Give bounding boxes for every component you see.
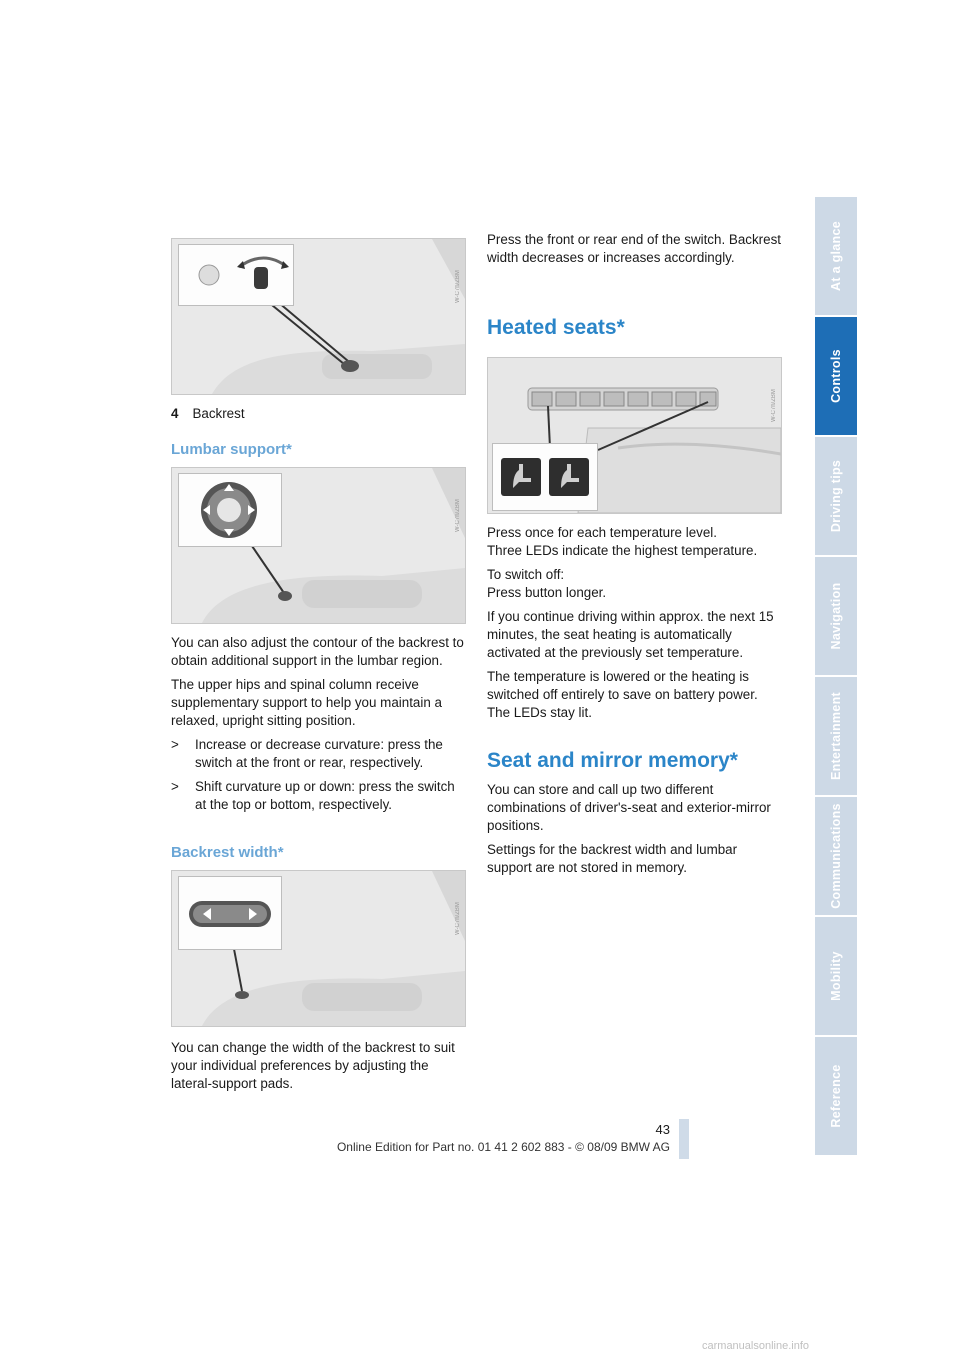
- width-switch-icon: [179, 877, 281, 949]
- heated-paragraph-1b: Three LEDs indicate the highest temperature.: [487, 543, 758, 558]
- watermark: carmanualsonline.info: [702, 1340, 810, 1352]
- heated-seats-figure: [487, 357, 782, 514]
- backrest-width-paragraph-2: Press the front or rear end of the switch. Backrest width decreases or increases accordingly.: [487, 232, 781, 265]
- heated-paragraph-3: If you continue driving within approx. the next 15 minutes, the seat heating is automatically activated at the previously set temperature.: [487, 609, 774, 660]
- backrest-figure: [171, 238, 466, 395]
- width-switch-inset: [178, 876, 282, 950]
- page-number: 43: [655, 1122, 670, 1137]
- footer-text: Online Edition for Part no. 01 41 2 602 883 - © 08/09 BMW AG: [336, 1140, 670, 1154]
- lumbar-heading: Lumbar support*: [171, 441, 292, 458]
- backrest-switch-inset: [178, 244, 294, 306]
- lumbar-switch-icon: [179, 474, 281, 546]
- heated-paragraph-2b: Press button longer.: [487, 585, 607, 600]
- list-item: > Increase or decrease curvature: press the switch at the front or rear, respectively.: [171, 737, 443, 770]
- backrest-width-text-1: [171, 1039, 467, 1099]
- backrest-width-text-2: [487, 231, 783, 273]
- heated-paragraph-2a: To switch off:: [487, 567, 565, 582]
- backrest-width-paragraph-1: You can change the width of the backrest to suit your individual preferences by adjusting the lateral-support pads.: [171, 1040, 455, 1091]
- chapter-tabs: [815, 197, 857, 1157]
- tab-controls[interactable]: Controls: [815, 317, 857, 435]
- figure-caption: [171, 405, 464, 423]
- figure-code: W-C7h/ZBM: [771, 389, 777, 422]
- lumbar-paragraph-2: The upper hips and spinal column receive supplementary support to help you maintain a relaxed, upright sitting position.: [171, 677, 442, 728]
- memory-paragraph-1: You can store and call up two different combinations of driver's-seat and exterior-mirror positions.: [487, 782, 771, 833]
- lumbar-figure: [171, 467, 466, 624]
- figure-code: W-C7h/ZBM: [455, 270, 461, 303]
- memory-heading: Seat and mirror memory*: [487, 749, 738, 772]
- heated-buttons-inset: [492, 443, 598, 511]
- caption-number: 4: [171, 406, 179, 421]
- heated-seats-text: [487, 524, 783, 728]
- tab-driving-tips[interactable]: Driving tips: [815, 437, 857, 555]
- heated-seats-heading: Heated seats*: [487, 316, 625, 339]
- tab-entertainment[interactable]: Entertainment: [815, 677, 857, 795]
- tab-mobility[interactable]: Mobility: [815, 917, 857, 1035]
- lumbar-text: [171, 634, 467, 820]
- tab-communications[interactable]: Communications: [815, 797, 857, 915]
- backrest-width-heading: Backrest width*: [171, 844, 284, 861]
- lumbar-paragraph-1: You can also adjust the contour of the backrest to obtain additional support in the lumbar region.: [171, 635, 464, 668]
- memory-paragraph-2: Settings for the backrest width and lumbar support are not stored in memory.: [487, 842, 738, 875]
- tab-navigation[interactable]: Navigation: [815, 557, 857, 675]
- backrest-switch-icon: [179, 245, 293, 305]
- heated-paragraph-4: The temperature is lowered or the heating is switched off entirely to save on battery power. The LEDs stay lit.: [487, 669, 758, 720]
- lumbar-bullet-list: [171, 736, 467, 814]
- figure-code: W-C7h/ZBM: [455, 902, 461, 935]
- tab-at-a-glance[interactable]: At a glance: [815, 197, 857, 315]
- memory-text: [487, 781, 783, 883]
- caption-text: Backrest: [192, 406, 245, 421]
- figure-code: W-C7h/ZBM: [455, 499, 461, 532]
- seat-heating-buttons: [493, 444, 597, 510]
- backrest-width-figure: [171, 870, 466, 1027]
- lumbar-switch-inset: [178, 473, 282, 547]
- tab-reference[interactable]: Reference: [815, 1037, 857, 1155]
- heated-paragraph-1a: Press once for each temperature level.: [487, 525, 717, 540]
- list-item: > Shift curvature up or down: press the switch at the top or bottom, respectively.: [171, 779, 455, 812]
- page-number-bar: [679, 1119, 689, 1159]
